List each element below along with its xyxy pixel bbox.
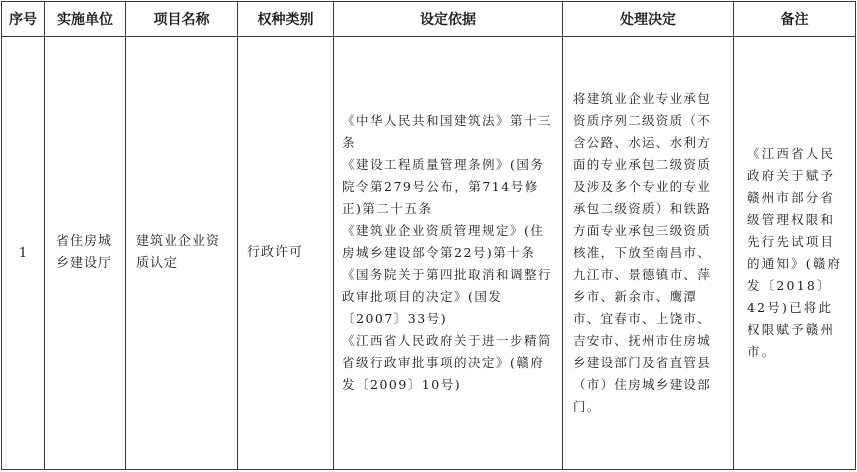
header-unit: 实施单位: [45, 2, 126, 37]
basis-list: [334, 110, 562, 396]
basis-item: 《江西省人民政府关于进一步精简省级行政审批事项的决定》(赣府发〔2009〕10号): [342, 333, 553, 392]
header-remark: 备注: [734, 2, 856, 37]
cell-name: [126, 37, 238, 470]
cell-decision: [563, 37, 734, 470]
header-decision: 处理决定: [563, 2, 734, 37]
header-name: 项目名称: [126, 2, 238, 37]
cell-unit: [45, 37, 126, 470]
basis-item: 《国务院关于第四批取消和调整行政审批项目的决定》(国发〔2007〕33号): [342, 267, 553, 326]
cell-remark: [734, 37, 856, 470]
basis-item: 《中华人民共和国建筑法》第十三条: [342, 113, 553, 150]
table-row: [2, 37, 856, 470]
remark-text: 《江西省人民政府关于赋予赣州市部分省级管理权限和先行先试项目的通知》(赣府发〔2018〕42号)已将此权限赋予赣州市。: [747, 146, 843, 359]
decision-text: 将建筑业企业专业承包资质序列二级资质（不含公路、水运、水利方面的专业承包二级资质及涉及多个专业的专业承包二级资质）和铁路方面专业承包三级资质核准，下放至南昌市、九江市、景德镇市、萍乡市、新余市、鹰潭市、宜春市、上饶市、吉安市、抚州市住房城乡建设部门及省直管县（市）住房城乡建设部门。: [573, 91, 712, 414]
cell-basis: [334, 37, 563, 470]
cell-seq: 1: [2, 37, 45, 470]
unit-text: 省住房城乡建设厅: [56, 234, 113, 271]
header-type: 权种类别: [238, 2, 334, 37]
header-seq: 序号: [2, 2, 45, 37]
basis-item: 《建筑业企业资质管理规定》(住房城乡建设部令第22号)第十条: [342, 223, 545, 260]
basis-item: 《建设工程质量管理条例》(国务院令第279号公布，第714号修正)第二十五条: [342, 157, 545, 216]
project-name-text: 建筑业企业资质认定: [136, 234, 221, 271]
authority-type-text: 行政许可: [247, 245, 304, 260]
header-row: [2, 2, 856, 37]
cell-type: [238, 37, 334, 470]
header-basis: 设定依据: [334, 2, 563, 37]
authority-table: [1, 1, 856, 470]
